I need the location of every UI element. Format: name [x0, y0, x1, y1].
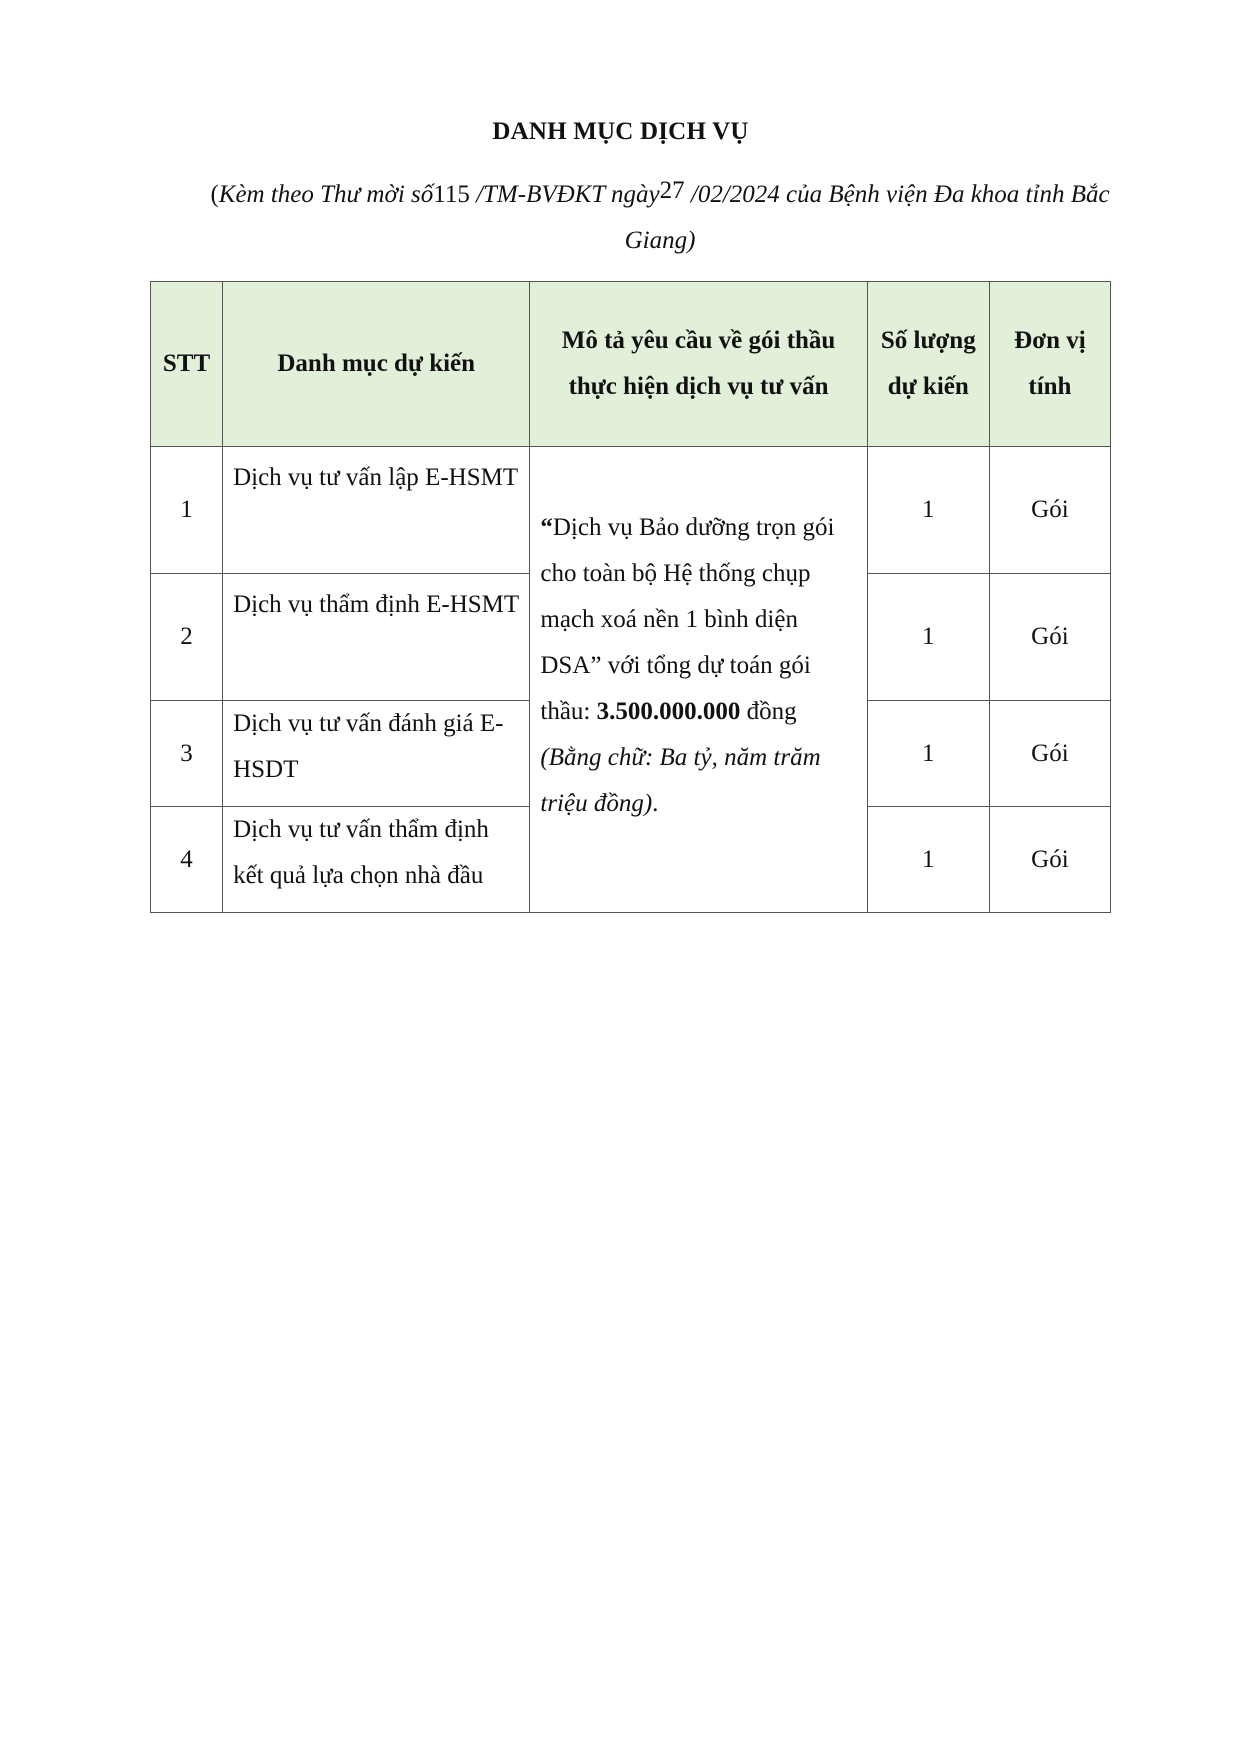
- row-stt: 3: [151, 701, 223, 807]
- row-name: Dịch vụ thẩm định E-HSMT: [223, 574, 530, 701]
- package-amount: 3.500.000.000: [596, 698, 741, 725]
- subtitle-open-paren: (: [210, 181, 219, 208]
- subtitle-part-1: Kèm theo Thư mời số: [218, 181, 434, 208]
- row-stt: 1: [151, 447, 223, 574]
- amount-currency: đồng: [740, 698, 797, 725]
- description-end: .: [652, 790, 659, 817]
- header-description: Mô tả yêu cầu về gói thầu thực hiện dịch vụ tư vấn: [530, 282, 867, 447]
- row-name: Dịch vụ tư vấn thẩm định kết quả lựa chọn nhà đầu: [223, 807, 530, 913]
- row-unit: Gói: [989, 807, 1110, 913]
- row-stt: 2: [151, 574, 223, 701]
- row-quantity: 1: [867, 574, 989, 701]
- subtitle-part-3: /02/2024 của Bệnh viện Đa khoa tỉnh Bắc Giang): [624, 181, 1110, 254]
- header-unit: Đơn vị tính: [989, 282, 1110, 447]
- document-title: DANH MỤC DỊCH VỤ: [492, 118, 749, 145]
- amount-in-words: (Bằng chữ: Ba tỷ, năm trăm triệu đồng): [540, 744, 821, 817]
- letter-number: 115: [433, 181, 470, 208]
- subtitle-part-2: /TM-BVĐKT ngày: [469, 181, 660, 208]
- row-stt: 4: [151, 807, 223, 913]
- row-name: Dịch vụ tư vấn đánh giá E-HSDT: [223, 701, 530, 807]
- row-unit: Gói: [989, 574, 1110, 701]
- row-unit: Gói: [989, 447, 1110, 574]
- header-quantity: Số lượng dự kiến: [867, 282, 989, 447]
- header-name: Danh mục dự kiến: [223, 282, 530, 447]
- row-name: Dịch vụ tư vấn lập E-HSMT: [223, 447, 530, 574]
- row-quantity: 1: [867, 447, 989, 574]
- header-stt: STT: [151, 282, 223, 447]
- description-open-quote: “: [540, 514, 553, 541]
- table-row: [151, 447, 1111, 574]
- table-header-row: [151, 282, 1111, 447]
- package-description: [530, 447, 867, 913]
- description-main-text: Dịch vụ Bảo dưỡng trọn gói cho toàn bộ Hệ thống chụp mạch xoá nền 1 bình diện DSA” với tổng dự toán gói thầu:: [540, 514, 835, 725]
- document-subtitle: [200, 172, 1120, 264]
- row-quantity: 1: [867, 701, 989, 807]
- row-quantity: 1: [867, 807, 989, 913]
- services-table: [150, 281, 1111, 913]
- row-unit: Gói: [989, 701, 1110, 807]
- letter-day: 27: [659, 177, 685, 204]
